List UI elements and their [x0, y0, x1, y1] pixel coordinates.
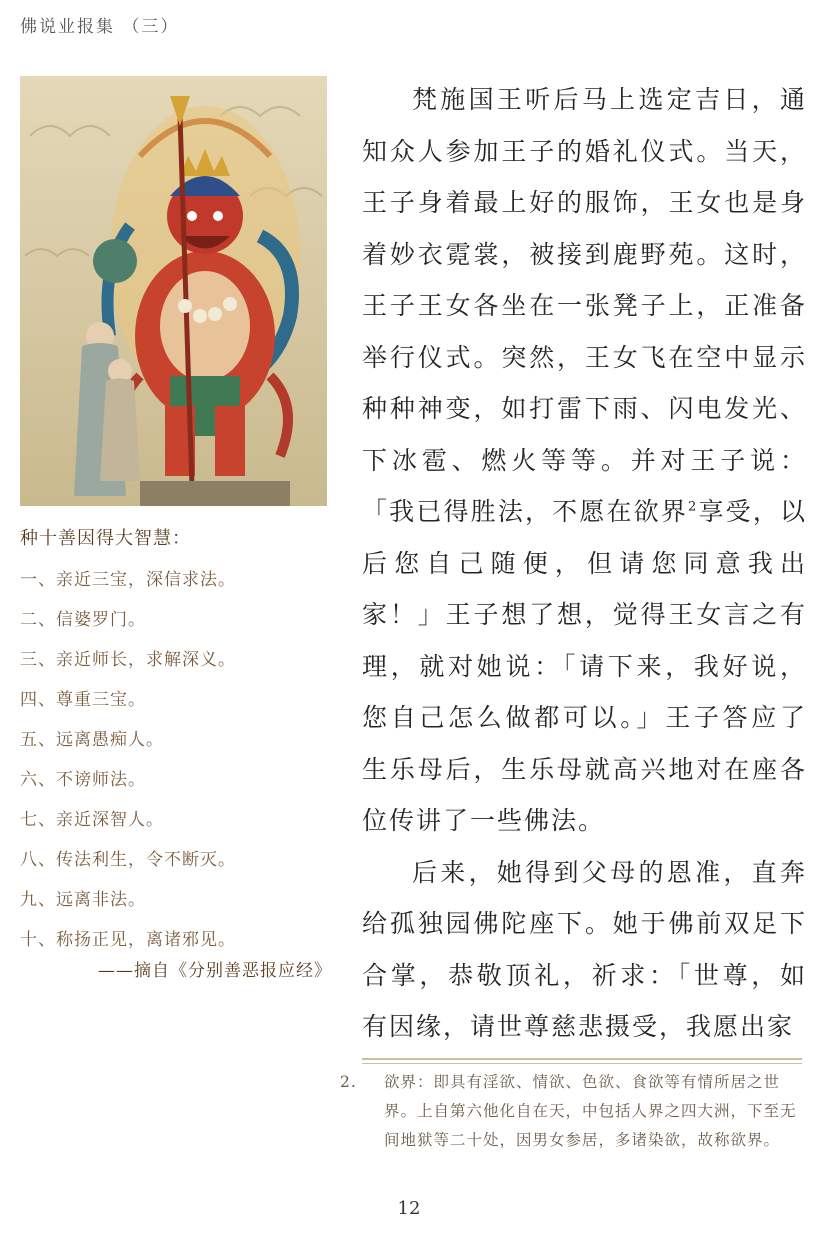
sidebar-heading: 种十善因得大智慧： — [20, 528, 191, 549]
sidebar-source-citation: ——摘自《分别善恶报应经》 — [98, 961, 332, 981]
paragraph-1-text-b: 享受，以后您自己随便，但请您同意我出家！」王子想了想，觉得王女言之有理，就对她说：「请下来，我好说，您自己怎么做都可以。」王子答应了生乐母后，生乐母就高兴地对在座各位传讲了一些佛法。 — [362, 497, 807, 835]
virtue-item: 一、亲近三宝，深信求法。 — [20, 570, 236, 590]
footnote-number: 2. — [340, 1073, 357, 1091]
footnote-divider — [362, 1058, 802, 1064]
virtue-item: 七、亲近深智人。 — [20, 810, 164, 830]
virtue-list — [20, 560, 340, 960]
paragraph-1-text-a: 梵施国王听后马上选定吉日，通知众人参加王子的婚礼仪式。当天，王子身着最上好的服饰，王女也是身着妙衣霓裳，被接到鹿野苑。这时，王子王女各坐在一张凳子上，正准备举行仪式。突然，王女飞在空中显示种种神变，如打雷下雨、闪电发光、下冰雹、燃火等等。并对王子说：「我已得胜法，不愿在欲界 — [362, 85, 807, 526]
virtue-item: 四、尊重三宝。 — [20, 690, 146, 710]
sidebar-ten-virtues — [20, 524, 340, 981]
virtue-item: 五、远离愚痴人。 — [20, 730, 164, 750]
footnote — [340, 1068, 802, 1155]
virtue-item: 三、亲近师长，求解深义。 — [20, 650, 236, 670]
virtue-item: 九、远离非法。 — [20, 890, 146, 910]
main-text — [362, 74, 807, 1053]
page-number: 12 — [397, 1198, 421, 1219]
footnote-text: 欲界：即具有淫欲、情欲、色欲、食欲等有情所居之世界。上自第六他化自在天，中包括人界之四大洲，下至无间地狱等二十处，因男女参居，多诸染欲，故称欲界。 — [384, 1073, 797, 1149]
heavenly-king-painting — [20, 76, 327, 506]
footnote-reference[interactable]: 2 — [688, 499, 699, 515]
virtue-item: 六、不谤师法。 — [20, 770, 146, 790]
running-header: 佛说业报集 （三） — [20, 17, 180, 37]
virtue-item: 十、称扬正见，离诸邪见。 — [20, 930, 236, 950]
virtue-item: 八、传法利生，令不断灭。 — [20, 850, 236, 870]
paragraph-2: 后来，她得到父母的恩准，直奔给孤独园佛陀座下。她于佛前双足下合掌，恭敬顶礼，祈求：「世尊，如有因缘，请世尊慈悲摄受，我愿出家 — [362, 857, 807, 1041]
virtue-item: 二、信婆罗门。 — [20, 610, 146, 630]
paragraph-1 — [362, 74, 807, 847]
